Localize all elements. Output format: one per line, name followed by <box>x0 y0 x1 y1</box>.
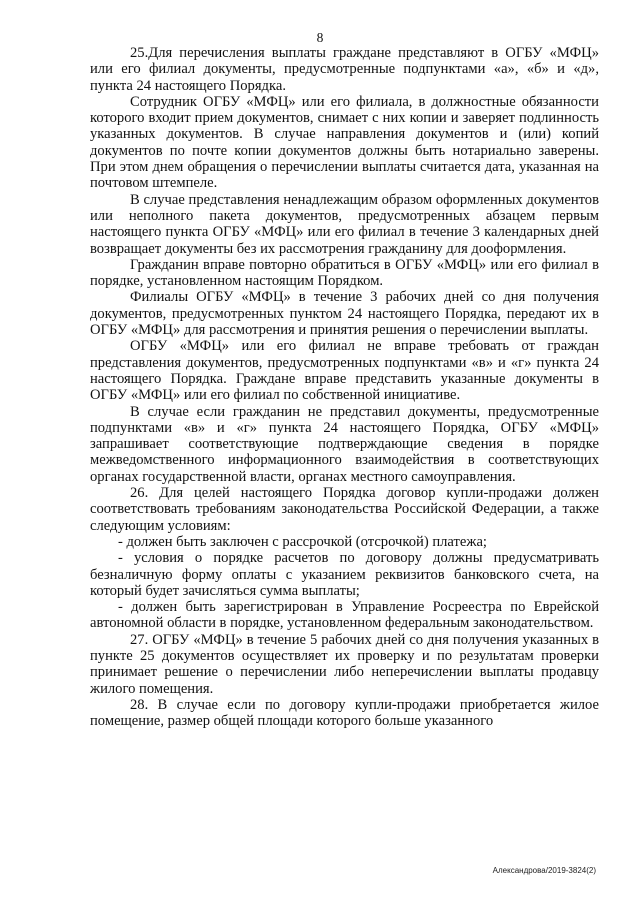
paragraph-branches-transfer: Филиалы ОГБУ «МФЦ» в течение 3 рабочих дней со дня получения документов, предусмотренных пунктом 24 настоящего Порядка, передают их в ОГБУ «МФЦ» для рассмотрения и принятия решения о перечислении выплаты. <box>90 289 599 339</box>
paragraph-no-require: ОГБУ «МФЦ» или его филиал не вправе требовать от граждан представления документов, предусмотренных подпунктами «в» и «г» пункта 24 настоящего Порядка. Граждане вправе представить указанные документы в ОГБУ «МФЦ» или его филиал по собственной инициативе. <box>90 338 599 404</box>
footer-document-code: Александрова/2019-3824(2) <box>492 866 596 875</box>
paragraph-25: 25.Для перечисления выплаты граждане представляют в ОГБУ «МФЦ» или его филиал документы, предусмотренные подпунктами «а», «б» и «д», пункта 24 настоящего Порядка. <box>90 45 599 94</box>
paragraph-27: 27. ОГБУ «МФЦ» в течение 5 рабочих дней со дня получения указанных в пункте 25 документов осуществляет их проверку и по результатам проверки принимает решение о перечислении либо неперечислении выплаты продавцу жилого помещения. <box>90 631 599 697</box>
condition-registration: - должен быть зарегистрирован в Управление Росреестра по Еврейской автономной области в порядке, установленном федеральным законодательством. <box>90 599 599 632</box>
condition-cashless-payment: - условия о порядке расчетов по договору должны предусматривать безналичную форму оплаты с указанием реквизитов банковского счета, на который будет зачисляться сумма выплаты; <box>90 550 599 599</box>
page-number: 8 <box>316 30 324 45</box>
document-body <box>90 45 599 729</box>
condition-installment: - должен быть заключен с рассрочкой (отсрочкой) платежа; <box>118 533 487 550</box>
paragraph-improper-documents: В случае представления ненадлежащим образом оформленных документов или неполного пакета документов, предусмотренных абзацем первым настоящего пункта ОГБУ «МФЦ» или его филиал в течение 3 календарных дней возвращает документы без их рассмотрения гражданину для дооформления. <box>90 191 599 257</box>
paragraph-reapply: Гражданин вправе повторно обратиться в ОГБУ «МФЦ» или его филиал в порядке, установленном настоящим Порядком. <box>90 256 599 290</box>
paragraph-26: 26. Для целей настоящего Порядка договор купли-продажи должен соответствовать требованиям законодательства Российской Федерации, а также следующим условиям: <box>90 485 599 534</box>
paragraph-interagency-request: В случае если гражданин не представил документы, предусмотренные подпунктами «в» и «г» пункта 24 настоящего Порядка, ОГБУ «МФЦ» запрашивает соответствующие подтверждающие сведения в порядке межведомственного информационного взаимодействия в соответствующих органах государственной власти, органах местного самоуправления. <box>90 403 599 485</box>
paragraph-staff-copies: Сотрудник ОГБУ «МФЦ» или его филиала, в должностные обязанности которого входит прием документов, снимает с них копии и заверяет подлинность указанных документов. В случае направления документов и (или) копий документов по почте копии документов должны быть нотариально заверены. При этом днем обращения о перечислении выплаты считается дата, указанная на почтовом штемпеле. <box>90 93 599 192</box>
paragraph-28: 28. В случае если по договору купли-продажи приобретается жилое помещение, размер общей площади которого больше указанного <box>90 696 599 730</box>
